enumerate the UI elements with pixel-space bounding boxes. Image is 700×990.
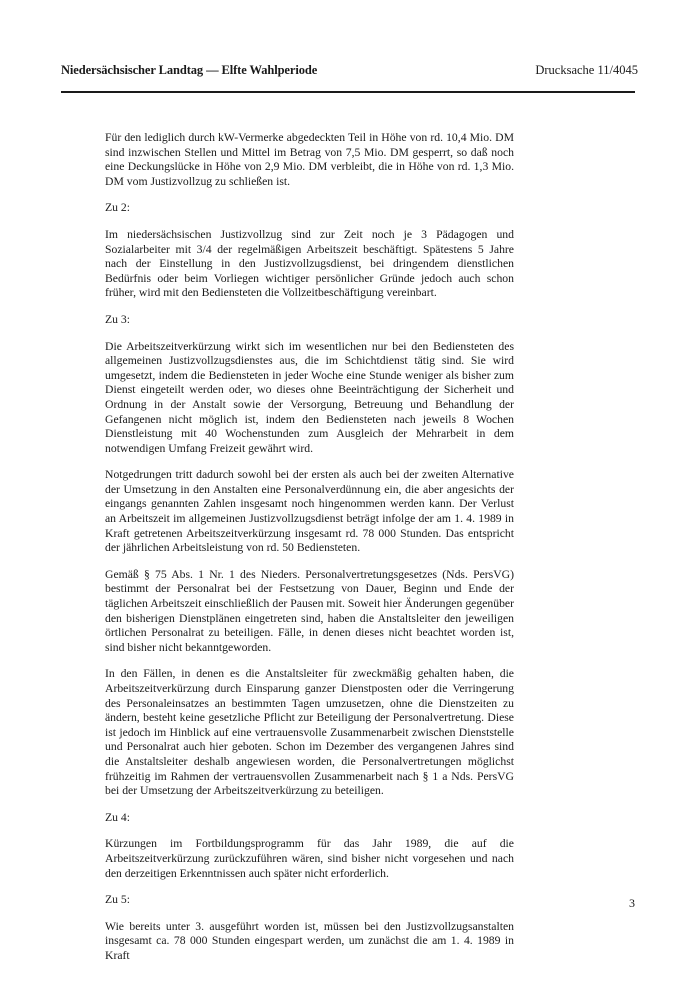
document-body <box>105 131 514 976</box>
section-heading-zu-2: Zu 2: <box>105 201 130 215</box>
header-divider <box>61 91 635 93</box>
section-heading-zu-4: Zu 4: <box>105 810 130 824</box>
section-heading-zu-3: Zu 3: <box>105 312 130 326</box>
paragraph-fortbildung: Kürzungen im Fortbildungsprogramm für das Jahr 1989, die auf die Arbeitszeitverkürzung zurückzuführen wären, sind bisher nicht vorgesehen und nach den derzeitigen Erkenntnissen auch später nicht erforderlich. <box>105 837 514 880</box>
page-number: 3 <box>629 896 635 910</box>
paragraph-deckungsluecke: Für den lediglich durch kW-Vermerke abgedeckten Teil in Höhe von rd. 10,4 Mio. DM sind inzwischen Stellen und Mittel im Betrag von 7,5 Mio. DM gesperrt, so daß noch eine Deckungslücke in Höhe von 2,9 Mio. DM verbleibt, die in Höhe von rd. 1,3 Mio. DM vom Justizvollzug zu schließen ist. <box>105 131 514 188</box>
paragraph-paedagogen: Im niedersächsischen Justizvollzug sind zur Zeit noch je 3 Pädagogen und Sozialarbeiter mit 3/4 der regelmäßigen Arbeitszeit beschäftigt. Spätestens 5 Jahre nach der Einstellung in den Justizvollzugsdienst, bei dringendem dienstlichen Bedürfnis oder beim Vorliegen wichtiger persönlicher Gründe jedoch auch schon früher, wird mit den Bediensteten die Vollzeitbeschäftigung vereinbart. <box>105 227 514 300</box>
paragraph-arbeitszeitverkuerzung: Die Arbeitszeitverkürzung wirkt sich im wesentlichen nur bei den Bediensteten des allgemeinen Justizvollzugsdienstes aus, die im Schichtdienst tätig sind. Sie wird umgesetzt, indem die Bediensteten in jeder Woche eine Stunde weniger als bisher zum Dienst eingeteilt werden oder, wo dieses ohne Beeinträchtigung der Sicherheit und Ordnung in der Anstalt sowie der Versorgung, Betreuung und Behandlung der Gefangenen nicht möglich ist, indem den Bediensteten nach jeweils 8 Wochen Dienstleistung mit 40 Wochenstunden zum Ausgleich der Mehrarbeit in dem notwendigen Umfang Freizeit gewährt wird. <box>105 339 514 455</box>
section-heading-zu-5: Zu 5: <box>105 893 130 907</box>
paragraph-personalverduennung: Notgedrungen tritt dadurch sowohl bei der ersten als auch bei der zweiten Alternative der Umsetzung in den Anstalten eine Personalverdünnung ein, die aber angesichts der eingangs genannten Zahlen insgesamt noch hingenommen werden kann. Der Verlust an Arbeitszeit im allgemeinen Justizvollzugsdienst beträgt infolge der am 1. 4. 1989 in Kraft getretenen Arbeitszeitverkürzung insgesamt rd. 78 000 Stunden. Das entspricht der jährlichen Arbeitsleistung von rd. 50 Bediensteten. <box>105 468 514 555</box>
running-header-title: Niedersächsischer Landtag — Elfte Wahlperiode <box>61 63 318 77</box>
document-number: Drucksache 11/4045 <box>535 63 638 77</box>
paragraph-einsparung: Wie bereits unter 3. ausgeführt worden ist, müssen bei den Justizvollzugsanstalten insgesamt ca. 78 000 Stunden eingespart werden, um zunächst die am 1. 4. 1989 in Kraft <box>105 919 514 962</box>
paragraph-personalrat: Gemäß § 75 Abs. 1 Nr. 1 des Nieders. Personalvertretungsgesetzes (Nds. PersVG) bestimmt der Personalrat bei der Festsetzung von Dauer, Beginn und Ende der täglichen Arbeitszeit einschließlich der Pausen mit. Soweit hier Änderungen gegenüber den bisherigen Dienstplänen eingetreten sind, haben die Anstaltsleiter den jeweiligen örtlichen Personalrat zu beteiligen. Fälle, in denen dieses nicht beachtet worden ist, sind bisher nicht bekanntgeworden. <box>105 567 514 654</box>
paragraph-beteiligung: In den Fällen, in denen es die Anstaltsleiter für zweckmäßig gehalten haben, die Arbeitszeitverkürzung durch Einsparung ganzer Dienstposten oder die Verringerung des Personaleinsatzes an bestimmten Tagen umzusetzen, ohne die Dienstzeiten zu ändern, besteht keine gesetzliche Pflicht zur Beteiligung der Personalvertretung. Diese ist jedoch im Hinblick auf eine vertrauensvolle Zusammenarbeit zwischen Dienststelle und Personalrat auch hier geboten. Schon im Dezember des vergangenen Jahres sind die Anstaltsleiter deshalb angewiesen worden, die Personalvertretungen möglichst frühzeitig im Rahmen der vertrauensvollen Zusammenarbeit nach § 1 a Nds. PersVG bei der Umsetzung der Arbeitszeitverkürzung zu beteiligen. <box>105 667 514 798</box>
